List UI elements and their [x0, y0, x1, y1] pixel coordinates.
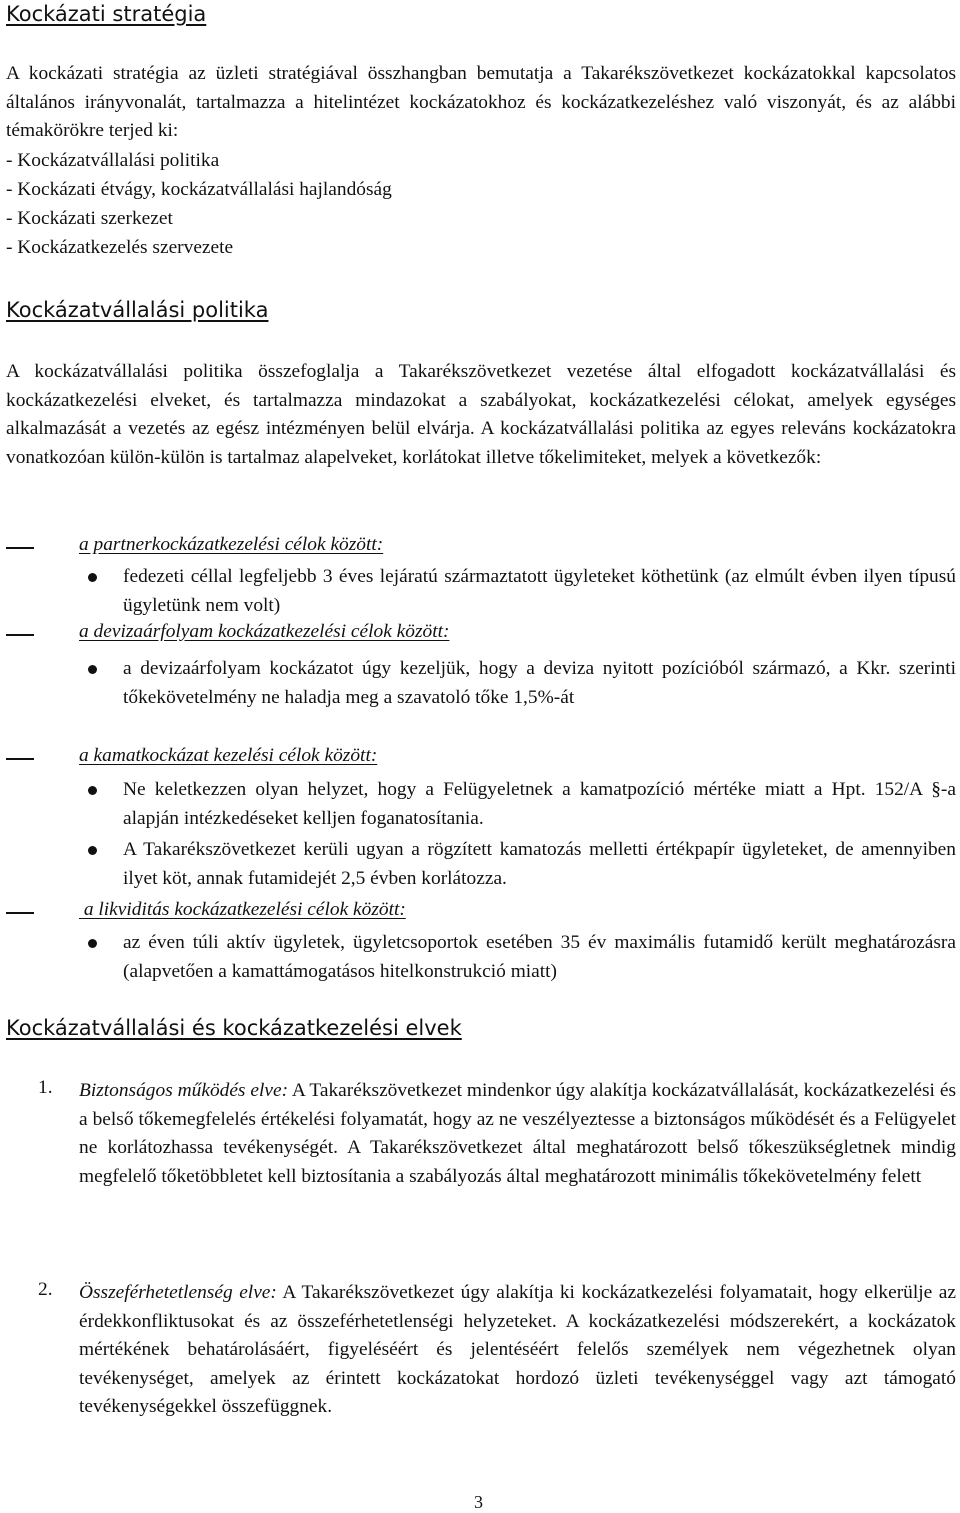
- topic-item: - Kockázatvállalási politika: [6, 150, 220, 171]
- principle-text: [79, 1077, 956, 1191]
- goal-label: a partnerkockázatkezelési célok között:: [79, 534, 384, 555]
- goal-item: A Takarékszövetkezet kerüli ugyan a rögzített kamatozás melletti értékpapír ügyleteket, de amennyiben ilyet köt, annak futamidejét 2,5 évben korlátozza.: [123, 839, 956, 889]
- principle-lead: Biztonságos működés elve:: [79, 1080, 289, 1101]
- heading-principles: Kockázatvállalási és kockázatkezelési elvek: [6, 1016, 462, 1040]
- heading-policy: Kockázatvállalási politika: [6, 298, 269, 322]
- principle-lead: Összeférhetetlenség elve:: [79, 1282, 277, 1303]
- bullet-marker: [88, 846, 97, 855]
- bullet-marker: [88, 939, 97, 948]
- goal-item: az éven túli aktív ügyletek, ügyletcsoportok esetében 35 év maximális futamidő került meghatározásra (alapvetően a kamattámogatásos hitelkonstrukció miatt): [123, 932, 956, 982]
- goal-label: a kamatkockázat kezelési célok között:: [79, 745, 378, 766]
- heading-strategy: Kockázati stratégia: [6, 2, 207, 26]
- dash-marker: [6, 758, 34, 760]
- goal-item: fedezeti céllal legfeljebb 3 éves lejáratú származtatott ügyleteket köthetünk (az elmúlt évben ilyen típusú ügyletünk nem volt): [123, 566, 956, 616]
- topic-item: - Kockázatkezelés szervezete: [6, 237, 234, 258]
- strategy-intro: A kockázati stratégia az üzleti stratégiával összhangban bemutatja a Takarékszövetkezet kockázatokkal kapcsolatos általános irányvonalát, tartalmazza a hitelintézet kockázatokhoz és kockázatkezeléshez való viszonyát, és az alábbi témakörökre terjed ki:: [6, 63, 956, 142]
- page-number: 3: [474, 1492, 483, 1512]
- principle-body: A Takarékszövetkezet úgy alakítja ki kockázatkezelési folyamatait, hogy elkerülje az érdekkonfliktusokat és az összeférhetetlenségi helyzeteket. A kockázatkezelési módszerekért, a kockázatok mértékének behatárolásáért, figyeléséért és jelentéséért felelős személyek nem végezhetnek olyan tevékenységet, amelyek az érintett kockázatokat hordozó üzleti tevékenységgel vagy azt támogató tevékenységekkel összefüggnek.: [79, 1282, 956, 1418]
- principle-text: [79, 1279, 956, 1422]
- policy-paragraph: A kockázatvállalási politika összefoglalja a Takarékszövetkezet vezetése által elfogadott kockázatvállalási és kockázatkezelési elveket, és tartalmazza mindazokat a szabályokat, kockázatkezelési célokat, amelyek egységes alkalmazását a vezetés az egész intézményen belül elvárja. A kockázatvállalási politika az egyes releváns kockázatokra vonatkozóan külön-külön is tartalmaz alapelveket, korlátokat illetve tőkelimiteket, melyek a következők:: [6, 361, 956, 468]
- dash-marker: [6, 634, 34, 636]
- bullet-marker: [88, 786, 97, 795]
- dash-marker: [6, 547, 34, 549]
- goal-label: a likviditás kockázatkezelési célok között:: [79, 899, 406, 920]
- dash-marker: [6, 912, 34, 914]
- goal-item: a devizaárfolyam kockázatot úgy kezeljük, hogy a deviza nyitott pozícióból származó, a Kkr. szerinti tőkekövetelmény ne haladja meg a szavatoló tőke 1,5%-át: [123, 658, 956, 708]
- topic-item: - Kockázati étvágy, kockázatvállalási hajlandóság: [6, 179, 392, 200]
- principle-body: A Takarékszövetkezet mindenkor úgy alakítja kockázatvállalását, kockázatkezelési és a belső tőkemegfelelés értékelési folyamatát, hogy az ne veszélyeztesse a biztonságos működését és a Felügyelet ne korlátozhassa tevékenységét. A Takarékszövetkezet által meghatározott belső tőkeszükségletnek mindig megfelelő tőketöbbletet kell biztosítania a szabályozás által meghatározott minimális tőkekövetelmény felett: [79, 1080, 956, 1187]
- principle-number: 1.: [38, 1077, 53, 1098]
- bullet-marker: [88, 665, 97, 674]
- bullet-marker: [88, 573, 97, 582]
- goal-label: a devizaárfolyam kockázatkezelési célok között:: [79, 621, 450, 642]
- topic-item: - Kockázati szerkezet: [6, 208, 173, 229]
- principle-number: 2.: [38, 1279, 53, 1300]
- goal-item: Ne keletkezzen olyan helyzet, hogy a Felügyeletnek a kamatpozíció mértéke miatt a Hpt. 152/A §-a alapján intézkedéseket kelljen foganatosítania.: [123, 779, 956, 829]
